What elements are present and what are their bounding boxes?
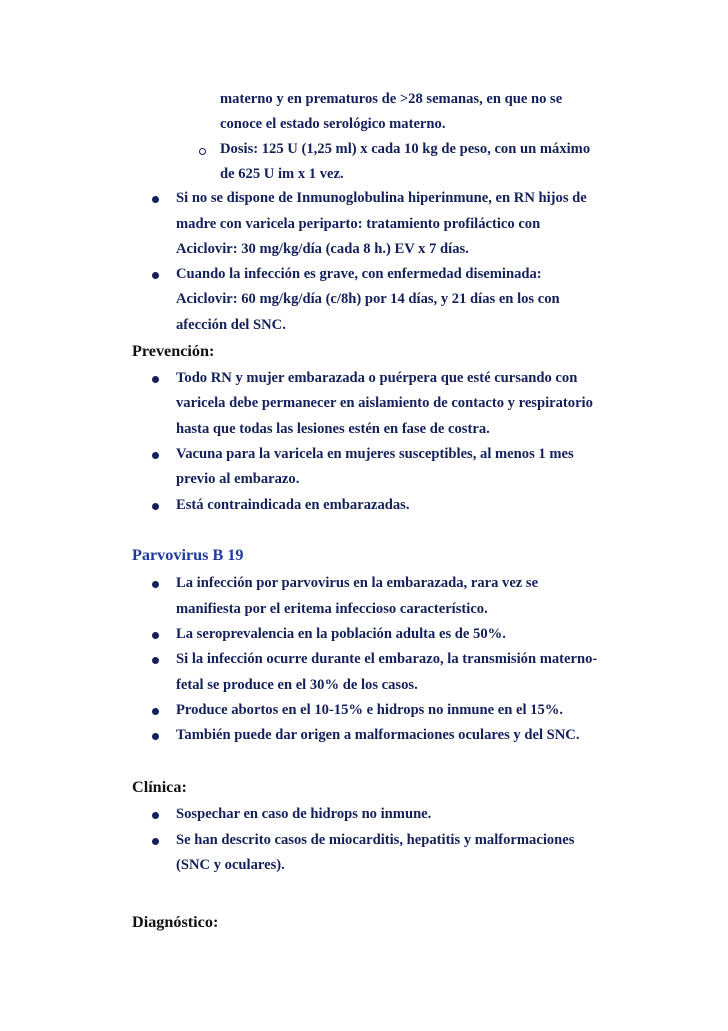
list-item-line: hasta que todas las lesiones estén en fase de costra. [176,421,490,437]
list-item-line: fetal se produce en el 30% de los casos. [176,677,418,693]
bullet-icon [152,733,159,740]
list-item-line: Aciclovir: 60 mg/kg/día (c/8h) por 14 días, y 21 días en los con [176,291,560,307]
list-item-line: Produce abortos en el 10-15% e hidrops no inmune en el 15%. [176,702,564,718]
list-item-line: Si la infección ocurre durante el embarazo, la transmisión materno- [176,651,598,667]
section-heading-prevencion: Prevención: [132,342,215,360]
bullet-icon [152,581,159,588]
list-item-line: La seroprevalencia en la población adulta es de 50%. [176,626,506,642]
dosis-line: Dosis: 125 U (1,25 ml) x cada 10 kg de peso, con un máximo [220,141,591,157]
list-item-line: varicela debe permanecer en aislamiento de contacto y respiratorio [176,395,593,411]
list-item-line: Todo RN y mujer embarazada o puérpera que esté cursando con [176,370,578,386]
list-item-line: afección del SNC. [176,317,286,333]
bullet-icon [152,376,159,383]
circle-bullet-icon [199,148,206,155]
bullet-icon [152,196,159,203]
list-item-line: previo al embarazo. [176,471,300,487]
list-item-line: (SNC y oculares). [176,857,285,873]
bullet-icon [152,812,159,819]
bullet-icon [152,272,159,279]
list-item-line: Sospechar en caso de hidrops no inmune. [176,806,432,822]
section-heading-parvovirus: Parvovirus B 19 [132,546,244,564]
list-item-line: Aciclovir: 30 mg/kg/día (cada 8 h.) EV x 7 días. [176,241,469,257]
list-item-line: Está contraindicada en embarazadas. [176,497,410,513]
bullet-icon [152,503,159,510]
bullet-icon [152,452,159,459]
bullet-icon [152,657,159,664]
continuation-line: conoce el estado serológico materno. [220,116,446,132]
list-item-line: Se han descrito casos de miocarditis, hepatitis y malformaciones [176,832,575,848]
dosis-line: de 625 U im x 1 vez. [220,166,344,182]
list-item-line: manifiesta por el eritema infeccioso característico. [176,601,488,617]
continuation-line: materno y en prematuros de >28 semanas, en que no se [220,91,563,107]
section-heading-clinica: Clínica: [132,778,187,796]
bullet-icon [152,708,159,715]
list-item-line: Cuando la infección es grave, con enfermedad diseminada: [176,266,542,282]
bullet-icon [152,838,159,845]
list-item-line: La infección por parvovirus en la embarazada, rara vez se [176,575,539,591]
bullet-icon [152,632,159,639]
list-item-line: Si no se dispone de Inmunoglobulina hiperinmune, en RN hijos de [176,190,587,206]
list-item-line: También puede dar origen a malformaciones oculares y del SNC. [176,727,580,743]
list-item-line: Vacuna para la varicela en mujeres susceptibles, al menos 1 mes [176,446,574,462]
list-item-line: madre con varicela periparto: tratamiento profiláctico con [176,216,541,232]
section-heading-diagnostico: Diagnóstico: [132,913,219,931]
